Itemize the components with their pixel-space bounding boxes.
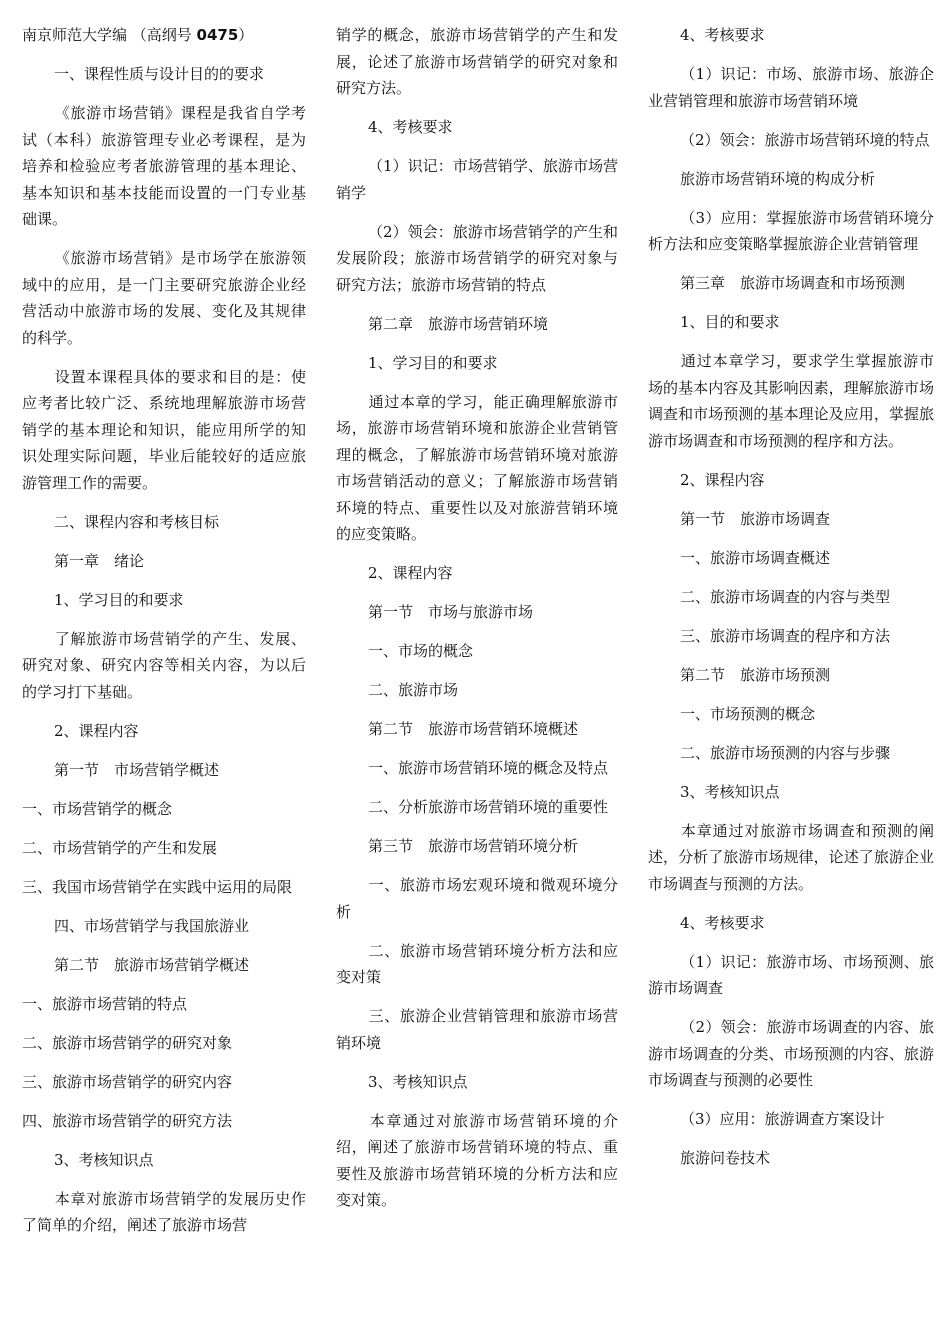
paragraph-text: 《旅游市场营销》课程是我省自学考试（本科）旅游管理专业必考课程，是为培养和检验应考者旅游管理的基本理论、基本知识和基本技能而设置的一门专业基础课。 [22, 104, 306, 228]
paragraph [22, 1147, 306, 1174]
paragraph-gap [22, 1056, 306, 1069]
paragraph-text: 2、课程内容 [54, 721, 139, 740]
paragraph-text: 二、旅游市场调查的内容与类型 [680, 587, 891, 606]
paragraph [648, 910, 934, 937]
paragraph-text: 二、旅游市场 [368, 681, 459, 699]
paragraph-text: 第一节 市场与旅游市场 [368, 603, 534, 621]
paragraph [22, 796, 306, 823]
paragraph [648, 818, 934, 898]
paragraph-text: 通过本章的学习，能正确理解旅游市场，旅游市场营销环境和旅游企业营销管理的概念，了解旅游市场营销环境对旅游市场营销活动的意义；了解旅游市场营销环境的特点、重要性以及对旅游营销环境的应变策略。 [336, 392, 618, 543]
paragraph [336, 833, 618, 860]
paragraph-text: 一、旅游市场营销的特点 [22, 994, 188, 1013]
paragraph-text: （2）领会：旅游市场营销学的产生和发展阶段；旅游市场营销学的研究对象与研究方法；旅游市场营销的特点 [336, 222, 618, 294]
text-column-left [22, 22, 306, 1239]
paragraph [22, 1108, 306, 1135]
paragraph [336, 677, 618, 704]
paragraph-gap [648, 936, 934, 949]
paragraph [648, 61, 934, 114]
paragraph-gap [22, 574, 306, 587]
paragraph [336, 755, 618, 782]
paragraph [648, 1106, 934, 1133]
paragraph-gap [22, 88, 306, 101]
paragraph [336, 22, 618, 102]
paragraph-gap [648, 1133, 934, 1146]
paragraph [336, 599, 618, 626]
paragraph-text: 销学的概念，旅游市场营销学的产生和发展，论述了旅游市场营销学的研究对象和研究方法。 [336, 26, 618, 97]
paragraph-text: 了解旅游市场营销学的产生、发展、研究对象、研究内容等相关内容，为以后的学习打下基础。 [22, 629, 306, 701]
paragraph [336, 560, 618, 587]
paragraph-gap [336, 548, 618, 561]
paragraph-gap [336, 704, 618, 717]
paragraph-gap [336, 376, 618, 389]
paragraph-text: 3、考核知识点 [680, 782, 780, 801]
paragraph-text: 2、课程内容 [368, 564, 453, 582]
paragraph-gap [336, 298, 618, 311]
paragraph-text: 本章对旅游市场营销学的发展历史作了简单的介绍，阐述了旅游市场营 [22, 1189, 306, 1234]
paragraph-gap [648, 1002, 934, 1015]
paragraph-gap [648, 805, 934, 818]
paragraph [648, 467, 934, 494]
paragraph-gap [336, 743, 618, 756]
paragraph-text: 第三章 旅游市场调查和市场预测 [680, 274, 906, 292]
paragraph-gap [336, 1095, 618, 1108]
paragraph [648, 1014, 934, 1094]
paragraph-text: 二、旅游市场营销环境分析方法和应变对策 [336, 941, 618, 986]
paragraph-text: 三、旅游市场营销学的研究内容 [22, 1072, 233, 1091]
text-column-right [648, 22, 934, 1172]
paragraph [648, 22, 934, 49]
paragraph-gap [648, 532, 934, 545]
paragraph [648, 1145, 934, 1172]
paragraph-text: （2）领会：旅游市场营销环境的特点 [680, 130, 930, 149]
paragraph-gap [336, 587, 618, 600]
paragraph-text: 第二节 旅游市场营销学概述 [54, 955, 250, 974]
paragraph [22, 1069, 306, 1096]
paragraph [648, 166, 934, 193]
paragraph [336, 638, 618, 665]
paragraph-gap [648, 610, 934, 623]
paragraph-gap [648, 192, 934, 205]
paragraph-gap [336, 141, 618, 154]
paragraph [648, 662, 934, 689]
paragraph-gap [648, 727, 934, 740]
paragraph-gap [22, 705, 306, 718]
paragraph [22, 757, 306, 784]
paragraph [648, 270, 934, 297]
paragraph-text: 四、市场营销学与我国旅游业 [54, 916, 250, 935]
paragraph-gap [22, 613, 306, 626]
paragraph-text: 三、我国市场营销学在实践中运用的局限 [22, 877, 293, 896]
paragraph-gap [22, 1095, 306, 1108]
paragraph [22, 991, 306, 1018]
paragraph [22, 61, 306, 88]
paragraph-text: 3、考核知识点 [54, 1150, 154, 1169]
paragraph-gap [648, 297, 934, 310]
paragraph-gap [336, 821, 618, 834]
paragraph-gap [648, 688, 934, 701]
paragraph-text: 本章通过对旅游市场调查和预测的阐述，分析了旅游市场规律，论述了旅游企业市场调查与预测的方法。 [648, 821, 934, 893]
paragraph-gap [22, 1173, 306, 1186]
paragraph-gap [336, 991, 618, 1004]
paragraph [648, 127, 934, 154]
paragraph [336, 389, 618, 548]
paragraph-text: 二、课程内容和考核目标 [54, 512, 220, 531]
paragraph-text: 设置本课程具体的要求和目的是：使应考者比较广泛、系统地理解旅游市场营销学的基本理论和知识，能应用所学的知识处理实际问题，毕业后能较好的适应旅游管理工作的需要。 [22, 367, 306, 492]
paragraph [336, 872, 618, 925]
paragraph-gap [648, 336, 934, 349]
paragraph-gap [336, 665, 618, 678]
paragraph-gap [648, 766, 934, 779]
paragraph-text: 1、学习目的和要求 [368, 353, 498, 372]
paragraph-text: 南京师范大学编 （高纲号 [22, 26, 197, 44]
paragraph [22, 874, 306, 901]
paragraph-text: （3）应用：掌握旅游市场营销环境分析方法和应变策略掌握旅游企业营销管理 [648, 208, 934, 253]
paragraph-gap [648, 1094, 934, 1107]
paragraph-text: 4、考核要求 [680, 26, 765, 44]
paragraph [22, 587, 306, 614]
paragraph-text: 一、市场的概念 [368, 642, 474, 660]
paragraph-text: （1）识记：市场、旅游市场、旅游企业营销管理和旅游市场营销环境 [648, 65, 934, 110]
paragraph [648, 205, 934, 258]
paragraph-text: 第一章 绪论 [54, 551, 145, 570]
paragraph-text: 三、旅游市场调查的程序和方法 [680, 626, 891, 645]
paragraph-text: （3）应用：旅游调查方案设计 [680, 1110, 885, 1128]
paragraph-text: （2）领会：旅游市场调查的内容、旅游市场调查的分类、市场预测的内容、旅游市场调查与预测的必要性 [648, 1018, 934, 1089]
paragraph-gap [22, 49, 306, 62]
paragraph-gap [648, 153, 934, 166]
paragraph-gap [22, 233, 306, 246]
paragraph-gap [22, 861, 306, 874]
paragraph-text: ） [238, 26, 254, 44]
paragraph-gap [336, 626, 618, 639]
paragraph [336, 350, 618, 377]
paragraph-text: 一、市场预测的概念 [680, 704, 816, 723]
paragraph [22, 1030, 306, 1057]
paragraph [648, 506, 934, 533]
paragraph-gap [648, 649, 934, 662]
paragraph-text: 二、旅游市场营销学的研究对象 [22, 1033, 233, 1052]
paragraph [336, 716, 618, 743]
paragraph-text: 1、目的和要求 [680, 313, 780, 331]
paragraph [336, 794, 618, 821]
paragraph-text: 三、旅游企业营销管理和旅游市场营销环境 [336, 1007, 618, 1052]
paragraph [648, 309, 934, 336]
paragraph [22, 913, 306, 940]
paragraph [648, 779, 934, 806]
paragraph [648, 545, 934, 572]
paragraph [22, 509, 306, 536]
paragraph-text: 3、考核知识点 [368, 1072, 468, 1091]
paragraph [336, 153, 618, 206]
paragraph-gap [22, 351, 306, 364]
paragraph [22, 835, 306, 862]
paragraph [648, 348, 934, 454]
paragraph [22, 626, 306, 706]
paragraph-text: 一、旅游市场宏观环境和微观环境分析 [336, 876, 618, 921]
paragraph-gap [648, 493, 934, 506]
paragraph-text: 旅游市场营销环境的构成分析 [680, 169, 876, 188]
paragraph-text: 第一节 市场营销学概述 [54, 760, 220, 779]
paragraph-text: （1）识记：旅游市场、市场预测、旅游市场调查 [648, 952, 934, 997]
text-column-middle [336, 22, 618, 1214]
paragraph [648, 623, 934, 650]
paragraph [648, 584, 934, 611]
paragraph-gap [336, 782, 618, 795]
paragraph [336, 311, 618, 338]
paragraph-gap [22, 535, 306, 548]
paragraph [22, 100, 306, 233]
paragraph-text: 二、分析旅游市场营销环境的重要性 [368, 798, 609, 816]
paragraph-text: 通过本章学习，要求学生掌握旅游市场的基本内容及其影响因素，理解旅游市场调查和市场预测的基本理论及应用，掌握旅游市场调查和市场预测的程序和方法。 [648, 352, 934, 450]
paragraph-text: 旅游问卷技术 [680, 1149, 771, 1167]
paragraph [22, 548, 306, 575]
paragraph-gap [22, 978, 306, 991]
paragraph-gap [336, 206, 618, 219]
paragraph-gap [22, 900, 306, 913]
paragraph [22, 718, 306, 745]
paragraph-text: 一、课程性质与设计目的的要求 [54, 65, 265, 83]
paragraph-gap [22, 783, 306, 796]
paragraph-gap [22, 1017, 306, 1030]
paragraph [22, 245, 306, 351]
syllabus-code: 0475 [196, 26, 239, 44]
paragraph-gap [22, 822, 306, 835]
paragraph-text: 第三节 旅游市场营销环境分析 [368, 837, 579, 855]
paragraph [336, 114, 618, 141]
paragraph-text: （1）识记：市场营销学、旅游市场营销学 [336, 157, 618, 202]
paragraph-text: 一、旅游市场调查概述 [680, 548, 831, 567]
paragraph [336, 938, 618, 991]
paragraph-text: 第一节 旅游市场调查 [680, 509, 831, 528]
paragraph-text: 第二章 旅游市场营销环境 [368, 314, 549, 333]
paragraph-text: 4、考核要求 [368, 118, 453, 136]
paragraph-gap [336, 860, 618, 873]
paragraph [648, 740, 934, 767]
paragraph-text: 二、市场营销学的产生和发展 [22, 838, 218, 857]
paragraph-gap [22, 496, 306, 509]
paragraph-gap [336, 1056, 618, 1069]
paragraph-gap [648, 454, 934, 467]
paragraph-gap [648, 258, 934, 271]
paragraph-gap [22, 744, 306, 757]
paragraph [22, 952, 306, 979]
paragraph-gap [648, 114, 934, 127]
paragraph [336, 1003, 618, 1056]
paragraph-text: 一、市场营销学的概念 [22, 799, 173, 818]
paragraph [648, 949, 934, 1002]
paragraph [336, 1108, 618, 1214]
paragraph [648, 701, 934, 728]
paragraph-gap [648, 571, 934, 584]
paragraph-text: 2、课程内容 [680, 470, 765, 489]
paragraph [22, 1186, 306, 1239]
paragraph-gap [336, 925, 618, 938]
paragraph-gap [336, 102, 618, 115]
paragraph-text: 第二节 旅游市场预测 [680, 665, 831, 684]
paragraph-text: 1、学习目的和要求 [54, 590, 184, 609]
paragraph-gap [336, 337, 618, 350]
paragraph-text: 本章通过对旅游市场营销环境的介绍，阐述了旅游市场营销环境的特点、重要性及旅游市场营销环境的分析方法和应变对策。 [336, 1111, 618, 1209]
paragraph [22, 364, 306, 497]
paragraph-text: 二、旅游市场预测的内容与步骤 [680, 743, 891, 762]
paragraph [336, 219, 618, 299]
paragraph-text: 4、考核要求 [680, 913, 765, 932]
paragraph-text: 《旅游市场营销》是市场学在旅游领域中的应用，是一门主要研究旅游企业经营活动中旅游市场的发展、变化及其规律的科学。 [22, 249, 306, 347]
paragraph-gap [648, 49, 934, 62]
paragraph [336, 1069, 618, 1096]
paragraph-text: 第二节 旅游市场营销环境概述 [368, 720, 579, 738]
paragraph-text: 一、旅游市场营销环境的概念及特点 [368, 759, 609, 777]
document-header [22, 22, 306, 49]
paragraph-gap [22, 939, 306, 952]
paragraph-gap [22, 1134, 306, 1147]
paragraph-text: 四、旅游市场营销学的研究方法 [22, 1111, 233, 1130]
paragraph-gap [648, 897, 934, 910]
